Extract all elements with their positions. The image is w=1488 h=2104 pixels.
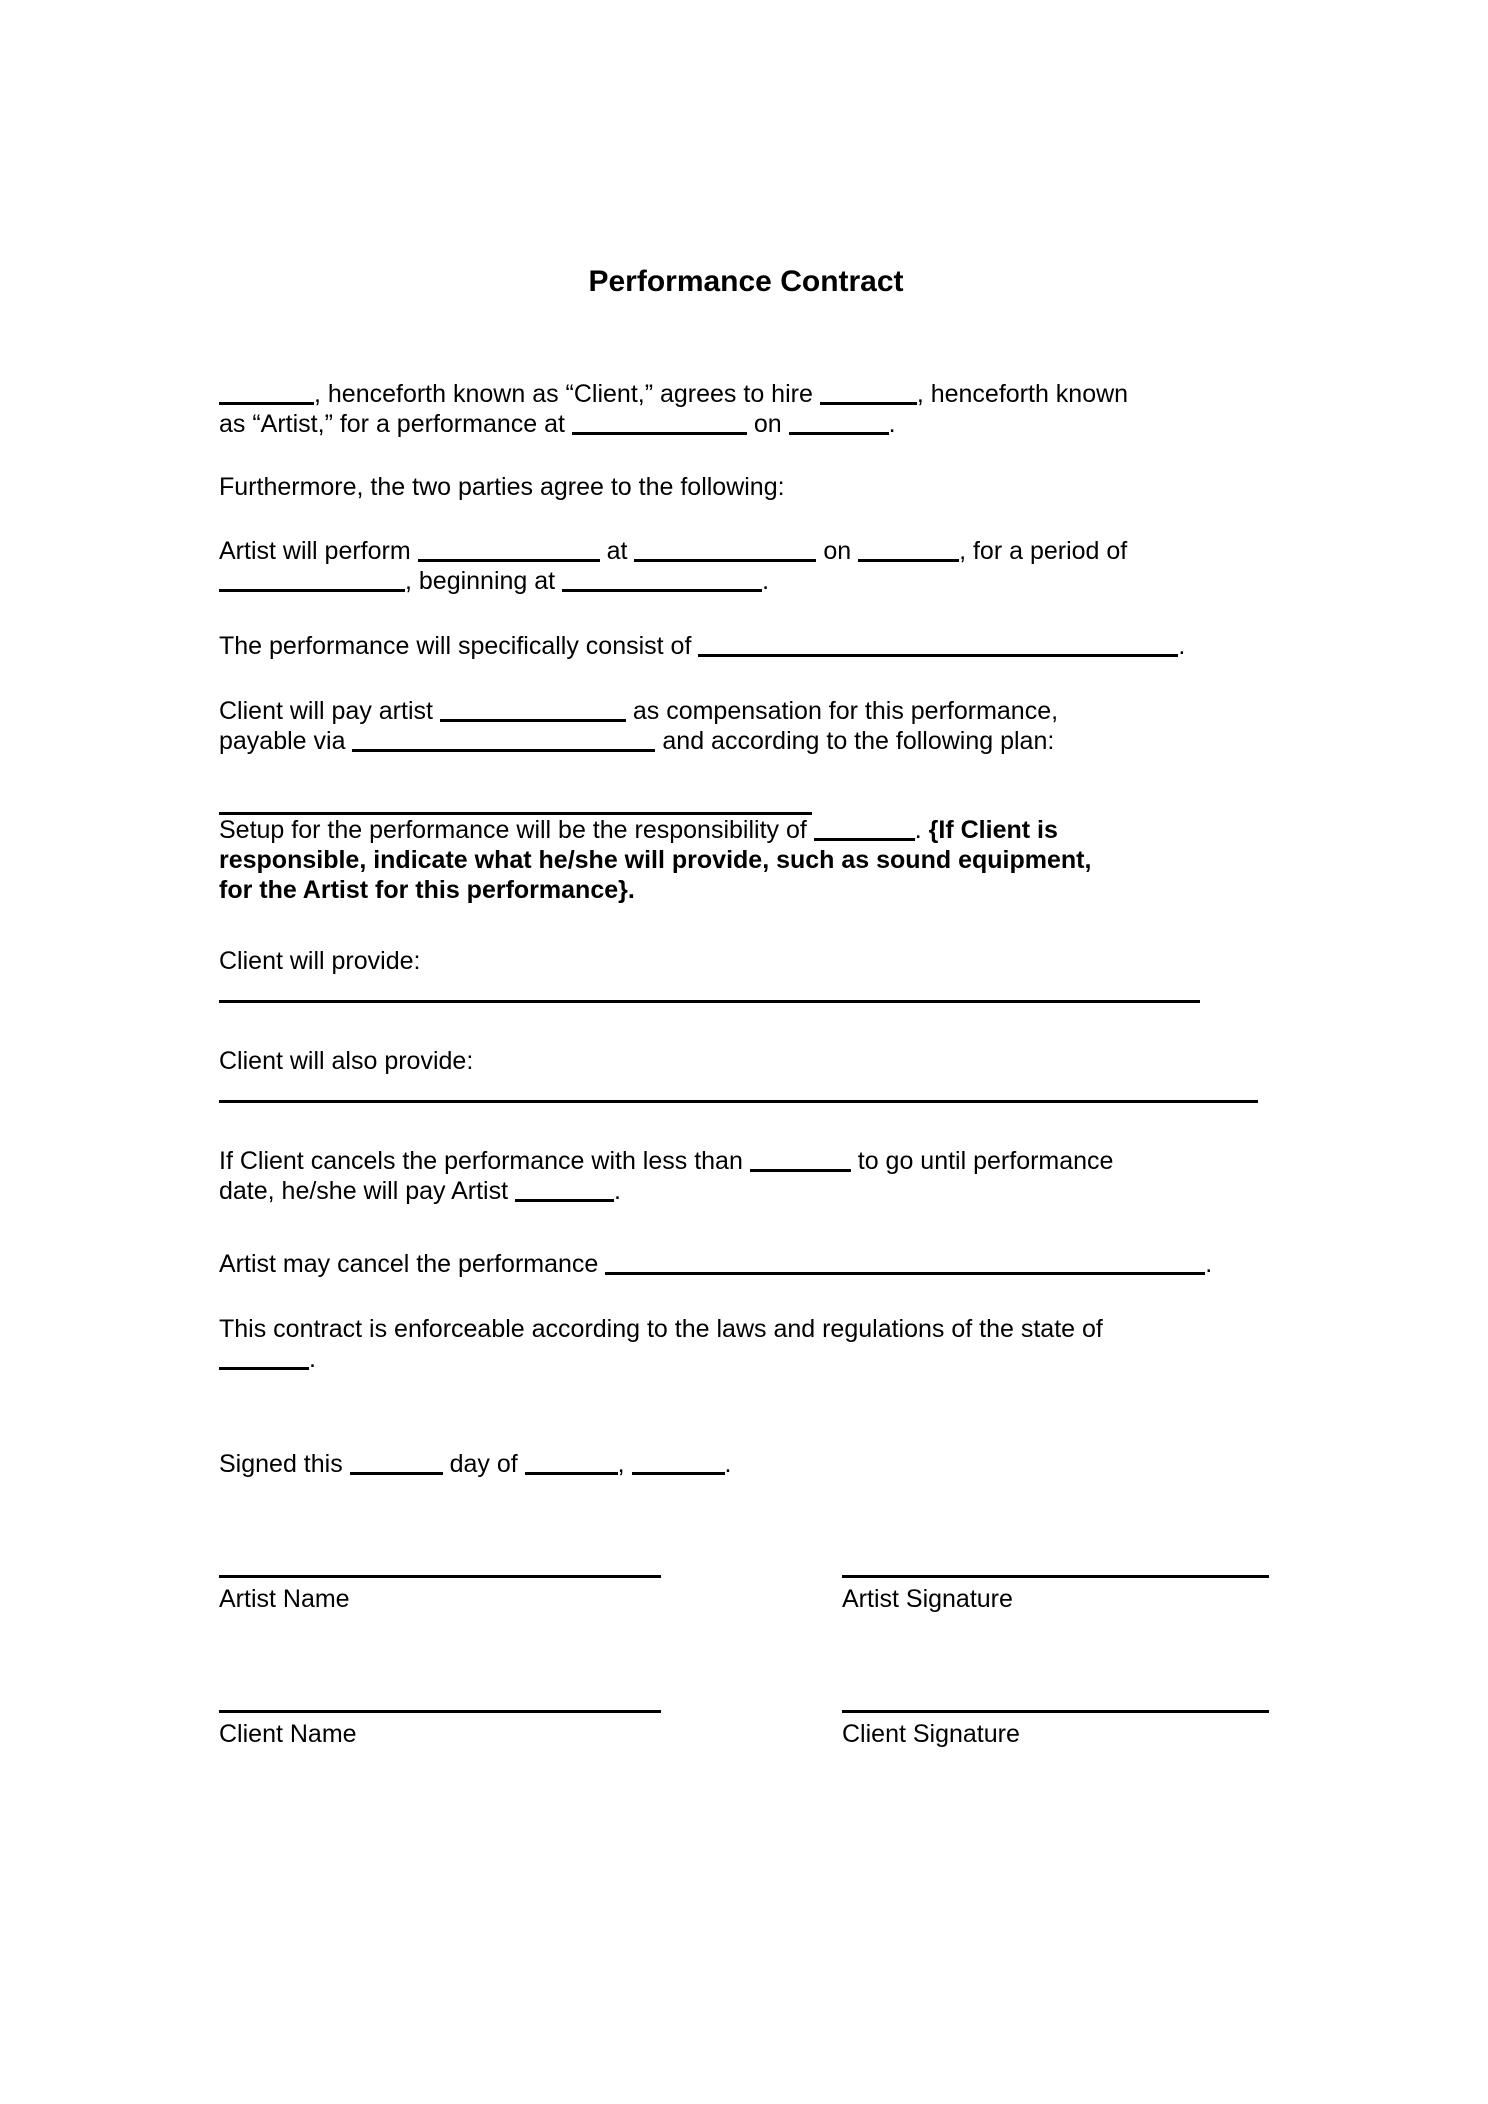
text-run: Furthermore, the two parties agree to the following:	[219, 473, 785, 501]
text-run: , for a period of	[959, 537, 1128, 565]
text-run: .	[914, 816, 929, 844]
text-run: to go until performance	[850, 1147, 1114, 1175]
text-run: Client will pay artist	[219, 697, 440, 725]
blank-field	[632, 1472, 725, 1475]
text-run: and according to the following plan:	[655, 727, 1055, 755]
blank-field	[418, 559, 600, 562]
compensation	[219, 696, 1273, 756]
signature-label: Artist Name	[219, 1585, 350, 1613]
signature-block	[219, 1575, 1273, 1749]
client-provide-label	[219, 946, 1273, 976]
blank-field	[814, 838, 915, 841]
blank-field	[525, 1472, 618, 1475]
text-run: as “Artist,” for a performance at	[219, 410, 572, 438]
text-run: .	[1205, 1250, 1213, 1278]
blank-field	[634, 559, 816, 562]
text-run: , henceforth known	[916, 380, 1129, 408]
cancellation-client	[219, 1146, 1273, 1206]
text-run: ,	[617, 1450, 632, 1478]
text-run: date, he/she will pay Artist	[219, 1177, 515, 1205]
blank-field	[789, 432, 889, 435]
blank-field	[858, 559, 959, 562]
blank-field	[352, 749, 655, 752]
text-run: Artist may cancel the performance	[219, 1250, 606, 1278]
page-title: Performance Contract	[588, 265, 904, 298]
client-also-provide-line	[219, 1100, 1258, 1103]
text-run: .	[724, 1450, 732, 1478]
signature-row	[219, 1575, 1273, 1614]
intro	[219, 379, 1273, 439]
contract-body	[219, 379, 1273, 1479]
blank-field	[572, 432, 747, 435]
blank-field	[698, 654, 1178, 657]
text-run: Artist will perform	[219, 537, 418, 565]
text-run: .	[762, 567, 770, 595]
signature-label: Client Name	[219, 1720, 357, 1748]
text-run: payable via	[219, 727, 353, 755]
signature-label: Client Signature	[842, 1720, 1020, 1748]
signature-line	[219, 1710, 661, 1713]
signed-date	[219, 1449, 1273, 1479]
client-also-provide-label	[219, 1046, 1273, 1076]
text-run: on	[746, 410, 789, 438]
text-run: Client will provide:	[219, 947, 421, 975]
text-run: .	[1178, 632, 1186, 660]
blank-field	[562, 589, 762, 592]
blank-field	[440, 719, 626, 722]
governing-law	[219, 1314, 1273, 1374]
text-run: , henceforth known as “Client,” agrees to hire	[314, 380, 820, 408]
blank-field	[515, 1199, 614, 1202]
signature-label: Artist Signature	[842, 1585, 1013, 1613]
text-run: If Client cancels the performance with less than	[219, 1147, 750, 1175]
bold-text-run: {If Client is	[928, 816, 1058, 844]
signature-cell	[842, 1575, 1269, 1614]
blank-field	[219, 402, 314, 405]
text-run: day of	[442, 1450, 525, 1478]
blank-field	[820, 402, 917, 405]
blank-field	[605, 1272, 1205, 1275]
signature-cell	[219, 1710, 661, 1749]
blank-field	[350, 1472, 443, 1475]
signature-cell	[219, 1575, 661, 1614]
performance-details	[219, 536, 1273, 596]
contract-content	[219, 0, 1273, 1749]
agreement-lead	[219, 472, 1273, 502]
signature-row	[219, 1710, 1273, 1749]
text-run: .	[309, 1345, 316, 1373]
signature-line	[842, 1710, 1269, 1713]
text-run: as compensation for this performance,	[625, 697, 1059, 725]
text-run: Signed this	[219, 1450, 350, 1478]
signature-cell	[842, 1710, 1269, 1749]
bold-text-run: for the Artist for this performance}.	[219, 876, 635, 904]
signature-line	[842, 1575, 1269, 1578]
blank-field	[219, 1367, 309, 1370]
text-run: , beginning at	[405, 567, 563, 595]
blank-field	[219, 589, 405, 592]
bold-text-run: responsible, indicate what he/she will provide, such as sound equipment,	[219, 846, 1092, 874]
text-run: at	[599, 537, 635, 565]
cancellation-artist	[219, 1249, 1273, 1279]
text-run: .	[613, 1177, 621, 1205]
text-run: on	[816, 537, 859, 565]
client-provide-line	[219, 1000, 1200, 1003]
text-run: This contract is enforceable according to the laws and regulations of the state of	[219, 1315, 1103, 1343]
text-run: .	[888, 410, 896, 438]
signature-line	[219, 1575, 661, 1578]
text-run: The performance will specifically consist of	[219, 632, 699, 660]
text-run: Setup for the performance will be the responsibility of	[219, 816, 814, 844]
setup	[219, 815, 1273, 905]
performance-consist	[219, 631, 1273, 661]
text-run: Client will also provide:	[219, 1047, 474, 1075]
blank-field	[750, 1169, 851, 1172]
